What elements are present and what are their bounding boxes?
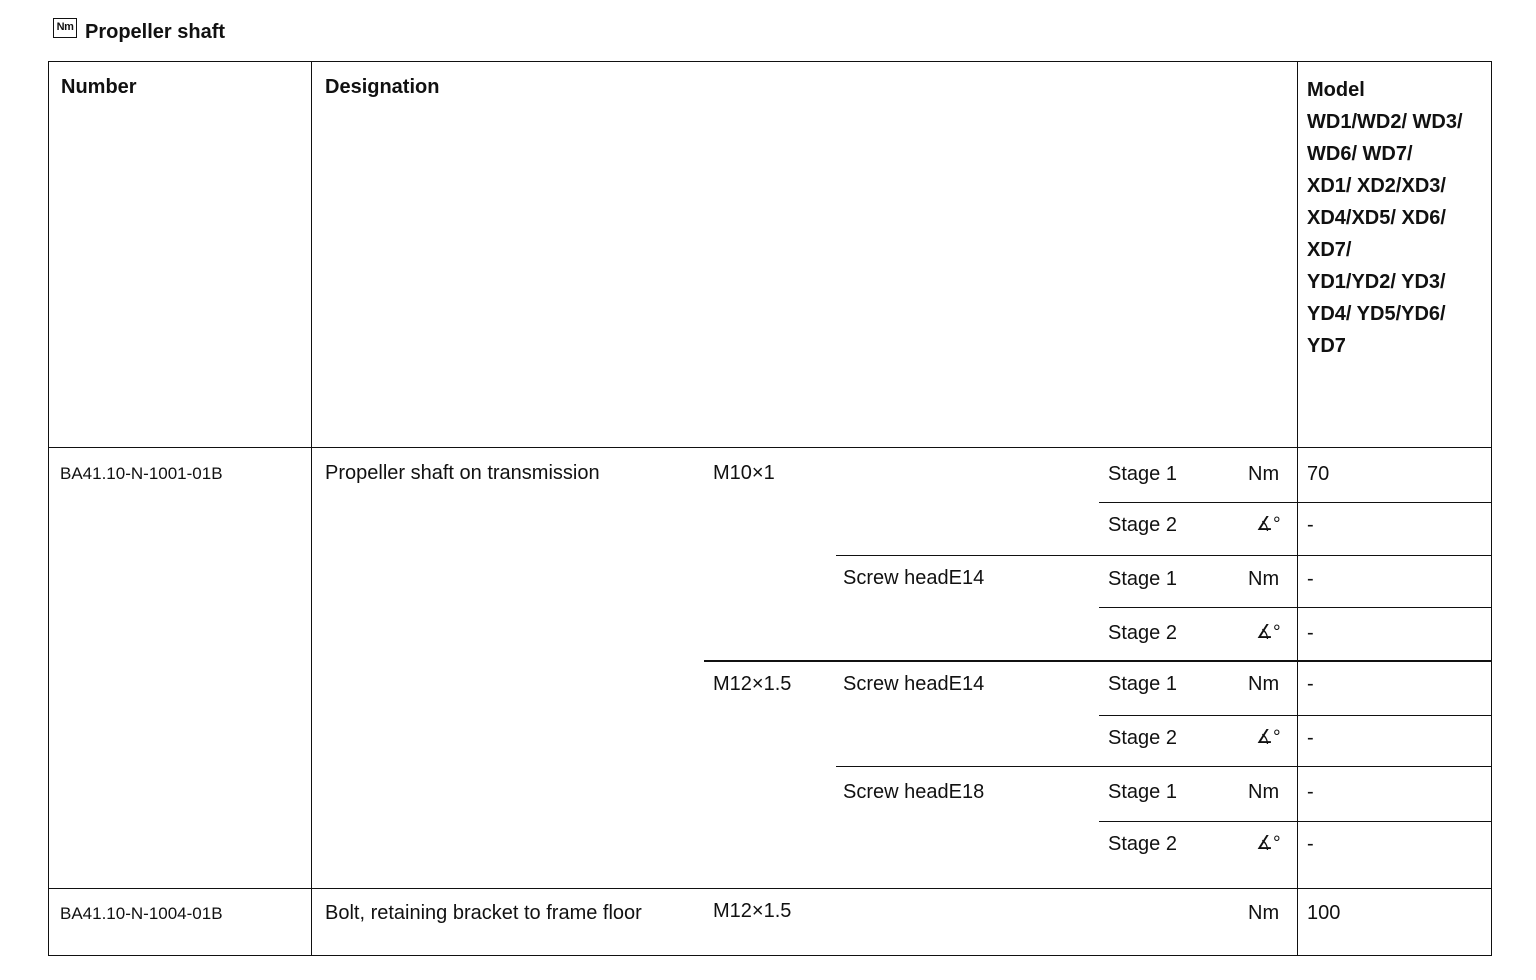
stage-label: Stage 2 (1108, 833, 1177, 855)
stage-label: Stage 1 (1108, 568, 1177, 590)
torque-value: - (1307, 833, 1314, 855)
stage-label: Stage 2 (1108, 514, 1177, 536)
model-line: XD7/ (1307, 239, 1352, 261)
entry-designation: Bolt, retaining bracket to frame floor (325, 902, 642, 924)
table-border-top (48, 61, 1492, 62)
model-line: YD7 (1307, 335, 1346, 357)
model-line: WD6/ WD7/ (1307, 143, 1413, 165)
table-border-bottom (48, 955, 1492, 956)
torque-unit: Nm (1248, 673, 1280, 695)
col-sep-number (311, 61, 312, 956)
screw-head-label: Screw headE14 (843, 567, 985, 589)
thread-size: M12×1.5 (713, 900, 792, 922)
section-title-text: Propeller shaft (85, 20, 226, 43)
model-line: YD4/ YD5/YD6/ (1307, 303, 1446, 325)
entry-divider (48, 888, 1492, 889)
torque-value: 100 (1307, 902, 1341, 924)
header-divider (48, 447, 1492, 448)
stage-label: Stage 1 (1108, 463, 1177, 485)
stage-label: Stage 1 (1108, 673, 1177, 695)
thread-size: M10×1 (713, 462, 775, 484)
header-model-label: Model (1307, 79, 1365, 101)
torque-value: - (1307, 568, 1314, 590)
model-line: XD1/ XD2/XD3/ (1307, 175, 1446, 197)
header-designation: Designation (325, 76, 440, 98)
entry-number: BA41.10-N-1001-01B (60, 464, 223, 483)
angle-icon: ∡° (1256, 622, 1281, 643)
screw-head-label: Screw headE14 (843, 673, 985, 695)
screw-head-label: Screw headE18 (843, 781, 985, 803)
row-line-4 (704, 660, 1492, 662)
table-border-left (48, 61, 49, 956)
angle-icon: ∡° (1256, 727, 1281, 748)
model-line: XD4/XD5/ XD6/ (1307, 207, 1446, 229)
angle-icon: ∡° (1256, 514, 1281, 535)
torque-unit: Nm (1248, 781, 1280, 803)
stage-label: Stage 2 (1108, 622, 1177, 644)
torque-value: - (1307, 673, 1314, 695)
row-line-2 (836, 555, 1492, 556)
torque-value: - (1307, 514, 1314, 536)
thread-size: M12×1.5 (713, 673, 792, 695)
entry-number: BA41.10-N-1004-01B (60, 904, 223, 923)
header-model (1307, 74, 1487, 362)
row-line-6 (836, 766, 1492, 767)
torque-value: - (1307, 622, 1314, 644)
torque-unit: Nm (1248, 902, 1280, 924)
torque-value: 70 (1307, 463, 1330, 485)
entry-designation: Propeller shaft on transmission (325, 462, 600, 484)
stage-label: Stage 1 (1108, 781, 1177, 803)
row-line-1 (1099, 502, 1492, 503)
angle-icon: ∡° (1256, 833, 1281, 854)
row-line-3 (1099, 607, 1492, 608)
row-line-7 (1099, 821, 1492, 822)
stage-label: Stage 2 (1108, 727, 1177, 749)
model-line: YD1/YD2/ YD3/ (1307, 271, 1446, 293)
torque-unit: Nm (1248, 568, 1280, 590)
torque-value: - (1307, 781, 1314, 803)
torque-value: - (1307, 727, 1314, 749)
section-title (53, 18, 225, 46)
torque-nm-icon: Nm (53, 18, 77, 38)
torque-unit: Nm (1248, 463, 1280, 485)
model-line: WD1/WD2/ WD3/ (1307, 111, 1463, 133)
header-number: Number (61, 76, 137, 98)
row-line-5 (1099, 715, 1492, 716)
